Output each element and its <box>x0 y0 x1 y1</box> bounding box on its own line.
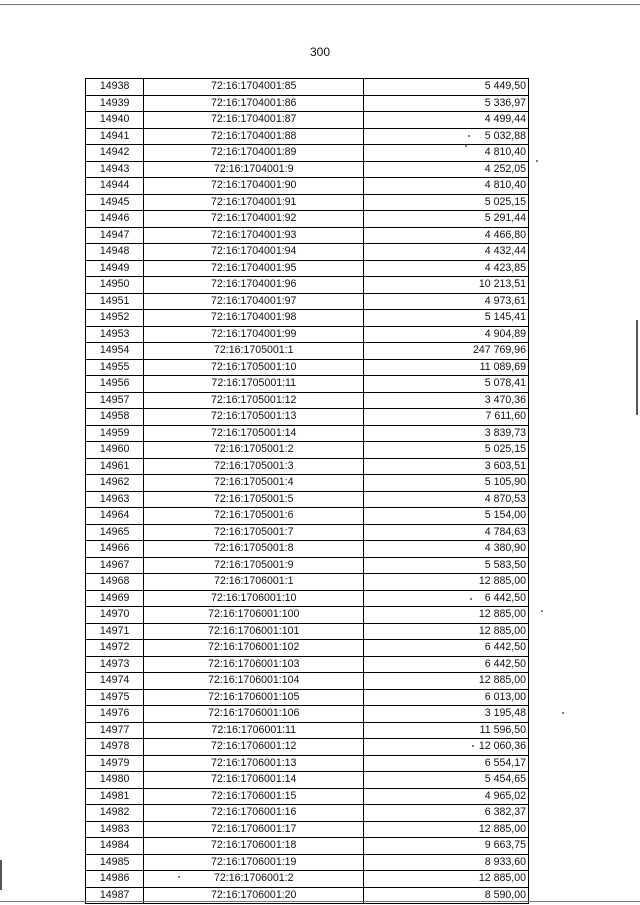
cadastral-number-cell: 72:16:1705001:2 <box>144 442 364 459</box>
cadastral-value-cell: 8 590,00 <box>364 887 529 904</box>
cadastral-number-cell: 72:16:1704001:97 <box>144 293 364 310</box>
row-number-cell: 14962 <box>86 475 144 492</box>
cadastral-value-cell: 5 078,41 <box>364 376 529 393</box>
table-row <box>86 854 529 871</box>
row-number-cell: 14974 <box>86 673 144 690</box>
table-row <box>86 491 529 508</box>
cadastral-value-cell: 12 885,00 <box>364 871 529 888</box>
row-number-cell: 14961 <box>86 458 144 475</box>
page-number: 300 <box>309 45 331 59</box>
cadastral-number-cell: 72:16:1706001:13 <box>144 755 364 772</box>
cadastral-value-cell: 4 499,44 <box>364 112 529 129</box>
row-number-cell: 14970 <box>86 607 144 624</box>
row-number-cell: 14950 <box>86 277 144 294</box>
table-row <box>86 656 529 673</box>
cadastral-value-cell: 4 423,85 <box>364 260 529 277</box>
cadastral-number-cell: 72:16:1705001:7 <box>144 524 364 541</box>
cadastral-value-cell: 5 449,50 <box>364 79 529 96</box>
cadastral-number-cell: 72:16:1704001:93 <box>144 227 364 244</box>
table-row <box>86 244 529 261</box>
cadastral-number-cell: 72:16:1704001:88 <box>144 128 364 145</box>
cadastral-value-cell: 11 596,50 <box>364 722 529 739</box>
cadastral-number-cell: 72:16:1705001:9 <box>144 557 364 574</box>
right-edge-mark <box>636 320 638 415</box>
cadastral-value-cell: 4 784,63 <box>364 524 529 541</box>
table-row <box>86 871 529 888</box>
cadastral-number-cell: 72:16:1705001:12 <box>144 392 364 409</box>
cadastral-number-cell: 72:16:1704001:9 <box>144 161 364 178</box>
cadastral-number-cell: 72:16:1705001:5 <box>144 491 364 508</box>
cadastral-number-cell: 72:16:1706001:11 <box>144 722 364 739</box>
cadastral-value-cell: 12 885,00 <box>364 623 529 640</box>
row-number-cell: 14944 <box>86 178 144 195</box>
cadastral-value-cell: 6 442,50 <box>364 590 529 607</box>
row-number-cell: 14972 <box>86 640 144 657</box>
table-row <box>86 607 529 624</box>
cadastral-value-table <box>85 78 529 904</box>
cadastral-value-cell: 4 810,40 <box>364 145 529 162</box>
cadastral-number-cell: 72:16:1704001:91 <box>144 194 364 211</box>
row-number-cell: 14981 <box>86 788 144 805</box>
row-number-cell: 14942 <box>86 145 144 162</box>
table-row <box>86 392 529 409</box>
cadastral-number-cell: 72:16:1706001:105 <box>144 689 364 706</box>
cadastral-number-cell: 72:16:1705001:4 <box>144 475 364 492</box>
cadastral-value-cell: 5 145,41 <box>364 310 529 327</box>
row-number-cell: 14946 <box>86 211 144 228</box>
row-number-cell: 14951 <box>86 293 144 310</box>
cadastral-number-cell: 72:16:1704001:86 <box>144 95 364 112</box>
row-number-cell: 14954 <box>86 343 144 360</box>
cadastral-number-cell: 72:16:1706001:17 <box>144 821 364 838</box>
cadastral-number-cell: 72:16:1705001:1 <box>144 343 364 360</box>
cadastral-value-cell: 6 013,00 <box>364 689 529 706</box>
cadastral-number-cell: 72:16:1705001:8 <box>144 541 364 558</box>
top-edge-rule <box>0 4 640 5</box>
row-number-cell: 14980 <box>86 772 144 789</box>
table-row <box>86 161 529 178</box>
row-number-cell: 14964 <box>86 508 144 525</box>
cadastral-number-cell: 72:16:1704001:92 <box>144 211 364 228</box>
cadastral-value-cell: 6 554,17 <box>364 755 529 772</box>
cadastral-value-cell: 5 291,44 <box>364 211 529 228</box>
cadastral-value-cell: 5 025,15 <box>364 194 529 211</box>
cadastral-value-cell: 5 025,15 <box>364 442 529 459</box>
row-number-cell: 14985 <box>86 854 144 871</box>
table-row <box>86 293 529 310</box>
cadastral-number-cell: 72:16:1706001:20 <box>144 887 364 904</box>
table-row <box>86 689 529 706</box>
cadastral-value-cell: 3 470,36 <box>364 392 529 409</box>
cadastral-number-cell: 72:16:1704001:99 <box>144 326 364 343</box>
cadastral-number-cell: 72:16:1706001:19 <box>144 854 364 871</box>
row-number-cell: 14976 <box>86 706 144 723</box>
table-row <box>86 260 529 277</box>
table-row <box>86 772 529 789</box>
table-row <box>86 227 529 244</box>
row-number-cell: 14982 <box>86 805 144 822</box>
row-number-cell: 14939 <box>86 95 144 112</box>
scan-speck <box>536 160 538 162</box>
cadastral-number-cell: 72:16:1705001:14 <box>144 425 364 442</box>
row-number-cell: 14978 <box>86 739 144 756</box>
table-row <box>86 359 529 376</box>
row-number-cell: 14969 <box>86 590 144 607</box>
row-number-cell: 14979 <box>86 755 144 772</box>
cadastral-number-cell: 72:16:1704001:98 <box>144 310 364 327</box>
table-row <box>86 574 529 591</box>
cadastral-value-cell: 6 442,50 <box>364 656 529 673</box>
row-number-cell: 14953 <box>86 326 144 343</box>
table-row <box>86 145 529 162</box>
cadastral-number-cell: 72:16:1706001:10 <box>144 590 364 607</box>
row-number-cell: 14958 <box>86 409 144 426</box>
table-row <box>86 838 529 855</box>
cadastral-value-cell: 5 454,65 <box>364 772 529 789</box>
row-number-cell: 14968 <box>86 574 144 591</box>
row-number-cell: 14987 <box>86 887 144 904</box>
table-row <box>86 524 529 541</box>
cadastral-value-cell: 4 380,90 <box>364 541 529 558</box>
cadastral-value-cell: 4 432,44 <box>364 244 529 261</box>
cadastral-number-cell: 72:16:1706001:2 <box>144 871 364 888</box>
cadastral-value-cell: 247 769,96 <box>364 343 529 360</box>
cadastral-number-cell: 72:16:1706001:12 <box>144 739 364 756</box>
cadastral-number-cell: 72:16:1706001:14 <box>144 772 364 789</box>
row-number-cell: 14983 <box>86 821 144 838</box>
table-row <box>86 95 529 112</box>
cadastral-value-cell: 3 603,51 <box>364 458 529 475</box>
row-number-cell: 14948 <box>86 244 144 261</box>
row-number-cell: 14967 <box>86 557 144 574</box>
cadastral-number-cell: 72:16:1706001:101 <box>144 623 364 640</box>
row-number-cell: 14963 <box>86 491 144 508</box>
table-row <box>86 722 529 739</box>
table-row <box>86 310 529 327</box>
cadastral-number-cell: 72:16:1706001:18 <box>144 838 364 855</box>
row-number-cell: 14966 <box>86 541 144 558</box>
scan-speck <box>178 876 180 878</box>
scan-speck <box>562 712 564 714</box>
cadastral-number-cell: 72:16:1704001:95 <box>144 260 364 277</box>
row-number-cell: 14945 <box>86 194 144 211</box>
cadastral-number-cell: 72:16:1704001:89 <box>144 145 364 162</box>
cadastral-value-cell: 3 195,48 <box>364 706 529 723</box>
table-row <box>86 673 529 690</box>
cadastral-number-cell: 72:16:1705001:11 <box>144 376 364 393</box>
cadastral-number-cell: 72:16:1706001:103 <box>144 656 364 673</box>
table-row <box>86 508 529 525</box>
table-row <box>86 755 529 772</box>
cadastral-number-cell: 72:16:1706001:100 <box>144 607 364 624</box>
scan-speck <box>468 135 470 137</box>
cadastral-number-cell: 72:16:1705001:6 <box>144 508 364 525</box>
scan-speck <box>470 598 472 600</box>
cadastral-number-cell: 72:16:1705001:3 <box>144 458 364 475</box>
row-number-cell: 14947 <box>86 227 144 244</box>
cadastral-value-cell: 10 213,51 <box>364 277 529 294</box>
cadastral-value-cell: 11 089,69 <box>364 359 529 376</box>
row-number-cell: 14975 <box>86 689 144 706</box>
cadastral-number-cell: 72:16:1706001:104 <box>144 673 364 690</box>
cadastral-value-cell: 7 611,60 <box>364 409 529 426</box>
cadastral-value-cell: 5 032,88 <box>364 128 529 145</box>
cadastral-value-cell: 5 154,00 <box>364 508 529 525</box>
row-number-cell: 14971 <box>86 623 144 640</box>
cadastral-number-cell: 72:16:1705001:13 <box>144 409 364 426</box>
cadastral-value-cell: 12 060,36 <box>364 739 529 756</box>
cadastral-number-cell: 72:16:1706001:102 <box>144 640 364 657</box>
table-row <box>86 194 529 211</box>
table-row <box>86 277 529 294</box>
cadastral-value-cell: 5 105,90 <box>364 475 529 492</box>
cadastral-value-cell: 3 839,73 <box>364 425 529 442</box>
cadastral-value-cell: 4 965,02 <box>364 788 529 805</box>
table-body <box>86 79 529 904</box>
row-number-cell: 14965 <box>86 524 144 541</box>
row-number-cell: 14940 <box>86 112 144 129</box>
cadastral-number-cell: 72:16:1704001:87 <box>144 112 364 129</box>
row-number-cell: 14986 <box>86 871 144 888</box>
table-row <box>86 79 529 96</box>
table-row <box>86 640 529 657</box>
table-row <box>86 326 529 343</box>
cadastral-number-cell: 72:16:1706001:16 <box>144 805 364 822</box>
cadastral-value-cell: 12 885,00 <box>364 821 529 838</box>
cadastral-value-cell: 4 904,89 <box>364 326 529 343</box>
row-number-cell: 14941 <box>86 128 144 145</box>
scan-speck <box>472 745 474 747</box>
row-number-cell: 14956 <box>86 376 144 393</box>
cadastral-number-cell: 72:16:1706001:1 <box>144 574 364 591</box>
row-number-cell: 14960 <box>86 442 144 459</box>
cadastral-value-cell: 4 810,40 <box>364 178 529 195</box>
table-row <box>86 623 529 640</box>
row-number-cell: 14959 <box>86 425 144 442</box>
table-row <box>86 343 529 360</box>
scan-speck <box>541 610 543 612</box>
row-number-cell: 14977 <box>86 722 144 739</box>
table-row <box>86 409 529 426</box>
table-row <box>86 557 529 574</box>
cadastral-value-cell: 12 885,00 <box>364 607 529 624</box>
cadastral-value-cell: 12 885,00 <box>364 673 529 690</box>
cadastral-number-cell: 72:16:1704001:90 <box>144 178 364 195</box>
table-row <box>86 590 529 607</box>
cadastral-value-cell: 6 442,50 <box>364 640 529 657</box>
cadastral-value-cell: 6 382,37 <box>364 805 529 822</box>
table-row <box>86 128 529 145</box>
row-number-cell: 14955 <box>86 359 144 376</box>
row-number-cell: 14949 <box>86 260 144 277</box>
table-row <box>86 788 529 805</box>
cadastral-value-cell: 4 252,05 <box>364 161 529 178</box>
cadastral-value-cell: 4 466,80 <box>364 227 529 244</box>
row-number-cell: 14973 <box>86 656 144 673</box>
cadastral-value-cell: 9 663,75 <box>364 838 529 855</box>
cadastral-number-cell: 72:16:1704001:85 <box>144 79 364 96</box>
table-row <box>86 739 529 756</box>
table-row <box>86 376 529 393</box>
table-row <box>86 178 529 195</box>
row-number-cell: 14938 <box>86 79 144 96</box>
table-row <box>86 458 529 475</box>
cadastral-value-cell: 8 933,60 <box>364 854 529 871</box>
cadastral-number-cell: 72:16:1704001:96 <box>144 277 364 294</box>
cadastral-number-cell: 72:16:1705001:10 <box>144 359 364 376</box>
table-row <box>86 211 529 228</box>
row-number-cell: 14984 <box>86 838 144 855</box>
cadastral-value-cell: 4 973,61 <box>364 293 529 310</box>
cadastral-number-cell: 72:16:1706001:106 <box>144 706 364 723</box>
left-edge-mark <box>0 860 2 890</box>
bottom-edge-rule <box>0 901 640 902</box>
table-row <box>86 821 529 838</box>
cadastral-value-cell: 4 870,53 <box>364 491 529 508</box>
table-row <box>86 475 529 492</box>
cadastral-number-cell: 72:16:1706001:15 <box>144 788 364 805</box>
cadastral-value-cell: 5 583,50 <box>364 557 529 574</box>
row-number-cell: 14952 <box>86 310 144 327</box>
table-row <box>86 541 529 558</box>
cadastral-value-cell: 12 885,00 <box>364 574 529 591</box>
table-row <box>86 442 529 459</box>
table-row <box>86 805 529 822</box>
cadastral-number-cell: 72:16:1704001:94 <box>144 244 364 261</box>
table-row <box>86 425 529 442</box>
row-number-cell: 14943 <box>86 161 144 178</box>
table-row <box>86 112 529 129</box>
table-row <box>86 706 529 723</box>
row-number-cell: 14957 <box>86 392 144 409</box>
cadastral-value-cell: 5 336,97 <box>364 95 529 112</box>
scan-speck <box>465 145 467 147</box>
